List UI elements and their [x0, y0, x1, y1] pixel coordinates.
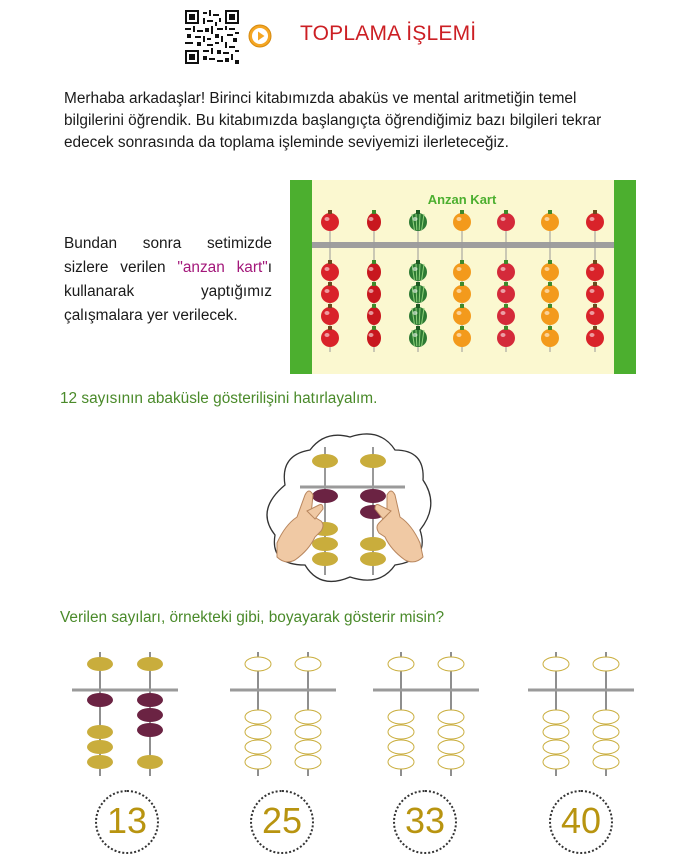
- abacus-example-13: [72, 650, 182, 780]
- abacus-blank-33[interactable]: [373, 650, 483, 780]
- number-circle-13: 13: [95, 790, 159, 854]
- exercise-heading: Verilen sayıları, örnekteki gibi, boyayarak gösterir misin?: [60, 609, 445, 626]
- qr-code-icon[interactable]: [185, 10, 239, 64]
- anzan-paragraph: [64, 232, 272, 328]
- card-right-bar: [614, 180, 636, 374]
- anzan-text-after: ı kullanarak yaptığımız çalışmalara yer verilecek.: [64, 259, 272, 324]
- page-title: TOPLAMA İŞLEMİ: [300, 22, 477, 45]
- abacus-blank-40[interactable]: [528, 650, 638, 780]
- anzan-text-before: Bundan sonra setimizde sizlere verilen: [64, 235, 272, 276]
- number-circle-25: 25: [250, 790, 314, 854]
- example-heading: 12 sayısının abaküsle gösterilişini hatırlayalım.: [60, 390, 378, 407]
- card-bar: [312, 242, 614, 248]
- play-icon[interactable]: [248, 24, 272, 48]
- card-title: Anzan Kart: [427, 192, 497, 207]
- anzan-highlight: "anzan kart": [177, 259, 268, 276]
- hands-abacus-illustration: [255, 425, 440, 590]
- card-left-bar: [290, 180, 312, 374]
- abacus-blank-25[interactable]: [230, 650, 340, 780]
- intro-paragraph: Merhaba arkadaşlar! Birinci kitabımızda abaküs ve mental aritmetiğin temel bilgilerini öğrendik. Bu kitabımızda başlangıçta öğrendiğimiz bazı bilgileri tekrar edecek sonrasında da toplama işleminde seviyemizi ilerleteceğiz.: [64, 90, 602, 151]
- anzan-card: [290, 180, 636, 374]
- number-circle-33: 33: [393, 790, 457, 854]
- number-circle-40: 40: [549, 790, 613, 854]
